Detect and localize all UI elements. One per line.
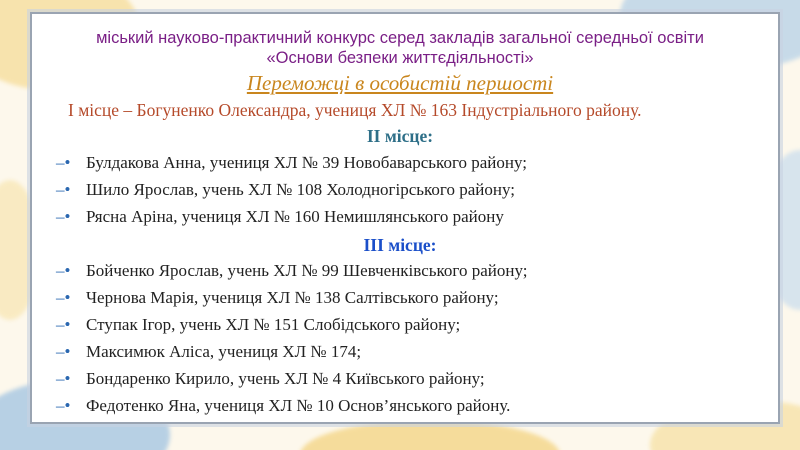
- contest-subtitle: «Основи безпеки життєдіяльності»: [266, 49, 534, 67]
- list-item: [56, 152, 527, 179]
- winner-name: Ступак Ігор, учень ХЛ № 151 Слобідського району;: [86, 315, 461, 334]
- list-item: [56, 206, 527, 233]
- list-item: [56, 341, 527, 368]
- list-item: [56, 287, 527, 314]
- bullet-icon: –•: [56, 180, 71, 199]
- section-title: Переможці в особистій першості: [246, 71, 554, 95]
- list-item: [56, 314, 527, 341]
- list-item: [56, 179, 527, 206]
- bullet-icon: –•: [56, 396, 71, 415]
- contest-title: міський науково-практичний конкурс серед закладів загальної середньої освіти: [96, 29, 704, 47]
- second-place-list: [56, 152, 527, 233]
- bullet-icon: –•: [56, 369, 71, 388]
- bullet-icon: –•: [56, 315, 71, 334]
- third-place-heading: ІІІ місце:: [363, 235, 437, 255]
- list-item: [56, 260, 527, 287]
- winner-name: Максимюк Аліса, учениця ХЛ № 174;: [86, 342, 362, 361]
- winner-name: Чернова Марія, учениця ХЛ № 138 Салтівського району;: [86, 288, 499, 307]
- first-place-winner: І місце – Богуненко Олександра, учениця ХЛ № 163 Індустріального району.: [68, 100, 642, 120]
- bullet-icon: –•: [56, 342, 71, 361]
- list-item: [56, 395, 527, 422]
- bullet-icon: –•: [56, 207, 71, 226]
- bullet-icon: –•: [56, 288, 71, 307]
- second-place-heading: ІІ місце:: [366, 126, 434, 146]
- winner-name: Бойченко Ярослав, учень ХЛ № 99 Шевченківського району;: [86, 261, 528, 280]
- winner-name: Федотенко Яна, учениця ХЛ № 10 Основ’янського району.: [86, 396, 511, 415]
- third-place-list: [56, 260, 527, 422]
- winner-name: Бондаренко Кирило, учень ХЛ № 4 Київського району;: [86, 369, 485, 388]
- winner-name: Булдакова Анна, учениця ХЛ № 39 Новобаварського району;: [86, 153, 527, 172]
- winner-name: Шило Ярослав, учень ХЛ № 108 Холодногірського району;: [86, 180, 515, 199]
- winner-name: Рясна Аріна, учениця ХЛ № 160 Немишлянського району: [86, 207, 504, 226]
- bullet-icon: –•: [56, 153, 71, 172]
- list-item: [56, 368, 527, 395]
- bullet-icon: –•: [56, 261, 71, 280]
